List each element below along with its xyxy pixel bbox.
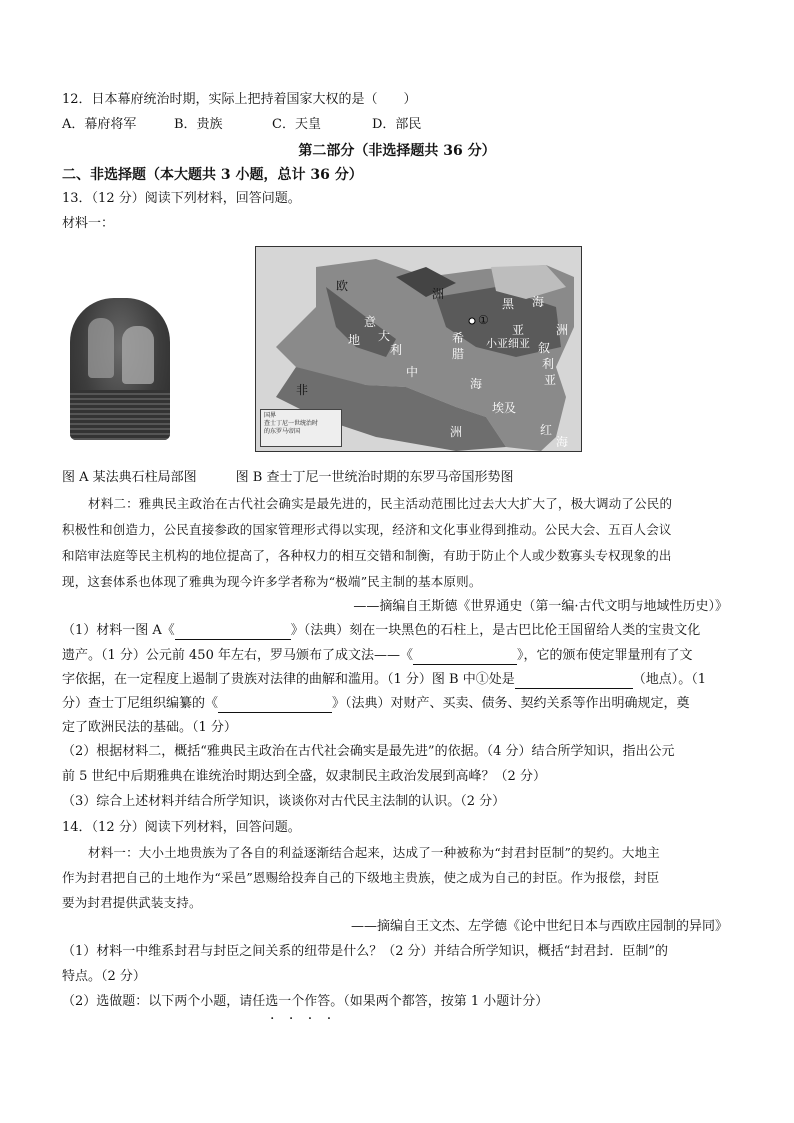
part2-title: 第二部分（非选择题共 36 分） (298, 143, 496, 159)
q12-options (62, 116, 421, 134)
q13-sub1-text-d2: 》（法典）对财产、买卖、债务、契约关系等作出明确规定，奠 (332, 696, 690, 711)
map-label-sea: 海 (532, 295, 545, 309)
emphasis-dots: · · · · (270, 1011, 337, 1027)
map-label-syria-1: 叙 (538, 341, 551, 355)
map-label-italy-1: 意 (364, 315, 377, 329)
q12-stem: 12．日本幕府统治时期，实际上把持着国家大权的是（ ） (62, 92, 417, 107)
map-label-hai: 海 (470, 377, 483, 391)
answer-blank-3[interactable] (515, 674, 633, 689)
map-marker-1: ① (478, 313, 489, 327)
q12-option-b: B．贵族 (174, 117, 223, 132)
map-label-fei: 非 (296, 383, 309, 397)
q13-sub1-text-b2: 》，它的颁布使定罪量刑有了文 (516, 648, 693, 663)
q14-stem: 14．（12 分）阅读下列材料，回答问题。 (62, 820, 301, 835)
map-label-syria-2: 利 (542, 357, 555, 371)
q14-sub1-line2: 特点。（2 分） (62, 969, 146, 984)
q13-sub2-line2: 前 5 世纪中后期雅典在谁统治时期达到全盛，奴隶制民主政治发展到高峰？（2 分） (62, 769, 546, 784)
answer-blank-4[interactable] (218, 698, 332, 713)
q13-sub1-text-b1: 遗产。（1 分）公元前 450 年左右，罗马颁布了成文法——《 (62, 648, 413, 663)
map-label-red-2: 海 (556, 435, 569, 449)
map-label-europe: 欧 (336, 279, 349, 293)
stele-figure-left (88, 318, 114, 378)
q13-sub1-line2 (62, 647, 693, 665)
q14-sub2: （2）选做题：以下两个小题，请任选一个作答。（如果两个都答，按第 1 小题计分） (62, 994, 549, 1009)
q12-option-c: C．天皇 (272, 117, 321, 132)
q13-material2-line1: 材料二：雅典民主政治在古代社会确实是最先进的，民主活动范围比过去大大扩大了，极大调动了公民的 (88, 496, 673, 511)
map-label-egypt: 埃及 (492, 401, 517, 415)
q12-option-d: D．部民 (372, 117, 422, 132)
q13-sub1-text-d1: 分）查士丁尼组织编纂的《 (62, 696, 219, 711)
q13-sub1-text-a1: （1）材料一图 A《 (62, 623, 175, 638)
figure-captions: 图 A 某法典石柱局部图 图 B 查士丁尼一世统治时期的东罗马帝国形势图 (62, 470, 514, 485)
map-label-zhou-2: 洲 (450, 425, 463, 439)
q14-sub1-line1: （1）材料一中维系封君与封臣之间关系的纽带是什么？（2 分）并结合所学知识，概括“封君封．臣制”的 (62, 944, 668, 959)
q13-sub2-line1: （2）根据材料二，概括“雅典民主政治在古代社会确实是最先进”的依据。（4 分）结合所学知识，指出公元 (62, 744, 675, 759)
q13-sub1-line3 (62, 671, 706, 689)
q13-material2-line2: 积极性和创造力，公民直接参政的国家管理形式得以实现，经济和文化事业得到推动。公民大会、五百人会议 (62, 522, 672, 537)
q13-sub3: （3）综合上述材料并结合所学知识，谈谈你对古代民主法制的认识。（2 分） (62, 794, 506, 809)
map-label-zhou: 洲 (556, 323, 569, 337)
map-label-red-1: 红 (540, 423, 553, 437)
q12-option-a: A．幕府将军 (62, 117, 137, 132)
stele-inscription (70, 390, 170, 440)
q13-sub1-line1 (62, 622, 700, 640)
map-label-black: 黑 (502, 297, 515, 311)
q13-sub1-text-c1: 字依据，在一定程度上遏制了贵族对法律的曲解和滥用。（1 分）图 B 中①处是 (62, 672, 515, 687)
map-label-syria-3: 亚 (544, 373, 557, 387)
legend-item-empire-2: 的东罗马帝国 (264, 428, 301, 435)
q13-sub1-line4 (62, 695, 690, 713)
map-label-zhong: 中 (406, 365, 419, 379)
map-label-di: 地 (348, 333, 361, 347)
legend-item-border: 国界 (264, 412, 277, 419)
q13-material2-line4: 现，这套体系也体现了雅典为现今许多学者称为“极端”民主制的基本原则。 (62, 574, 482, 589)
map-legend (260, 409, 342, 447)
legend-item-empire: 查士丁尼一世统治时 (264, 420, 319, 427)
map-label-greece-2: 腊 (452, 347, 465, 361)
map-label-asia: 亚 (512, 323, 525, 337)
stele-image (70, 298, 170, 440)
q13-sub1-line5: 定了欧洲民法的基础。（1 分） (62, 720, 237, 735)
answer-blank-2[interactable] (413, 650, 517, 665)
section2-heading: 二、非选择题（本大题共 3 小题，总计 36 分） (62, 167, 363, 183)
byzantine-map (255, 246, 582, 452)
map-label-asia-minor: 小亚细亚 (486, 337, 530, 350)
q13-material2-line3: 和陪审法庭等民主机构的地位提高了，各种权力的相互交错和制衡，有助于防止个人或少数寡头专权现象的出 (62, 548, 672, 563)
q13-stem: 13．（12 分）阅读下列材料，回答问题。 (62, 191, 301, 206)
q13-material2-source: ——摘编自王斯德《世界通史（第一编·古代文明与地域性历史）》 (353, 599, 728, 614)
q13-sub1-text-c2: （地点）。（1 (632, 672, 707, 687)
map-label-greece-1: 希 (452, 331, 465, 345)
stele-figure-right (122, 326, 154, 384)
q13-material1-label: 材料一： (62, 216, 115, 231)
map-label-italy-2: 大 (378, 329, 391, 343)
q13-sub1-text-a2: 》（法典）刻在一块黑色的石柱上，是古巴比伦王国留给人类的宝贵文化 (290, 623, 701, 638)
q14-material1-line2: 作为封君把自己的土地作为“采邑”恩赐给投奔自己的下级地主贵族，使之成为自己的封臣。作为报偿，封臣 (62, 870, 660, 885)
q14-material1-source: ——摘编自王文杰、左学德《论中世纪日本与西欧庄园制的异同》 (350, 919, 728, 934)
map-label-europe-2: 洲 (432, 287, 445, 301)
q14-material1-line3: 要为封君提供武装支持。 (62, 895, 202, 910)
answer-blank-1[interactable] (175, 625, 291, 640)
q14-material1-line1: 材料一：大小土地贵族为了各自的利益逐渐结合起来，达成了一种被称为“封君封臣制”的契约。大地主 (88, 845, 660, 860)
map-label-italy-3: 利 (390, 343, 403, 357)
